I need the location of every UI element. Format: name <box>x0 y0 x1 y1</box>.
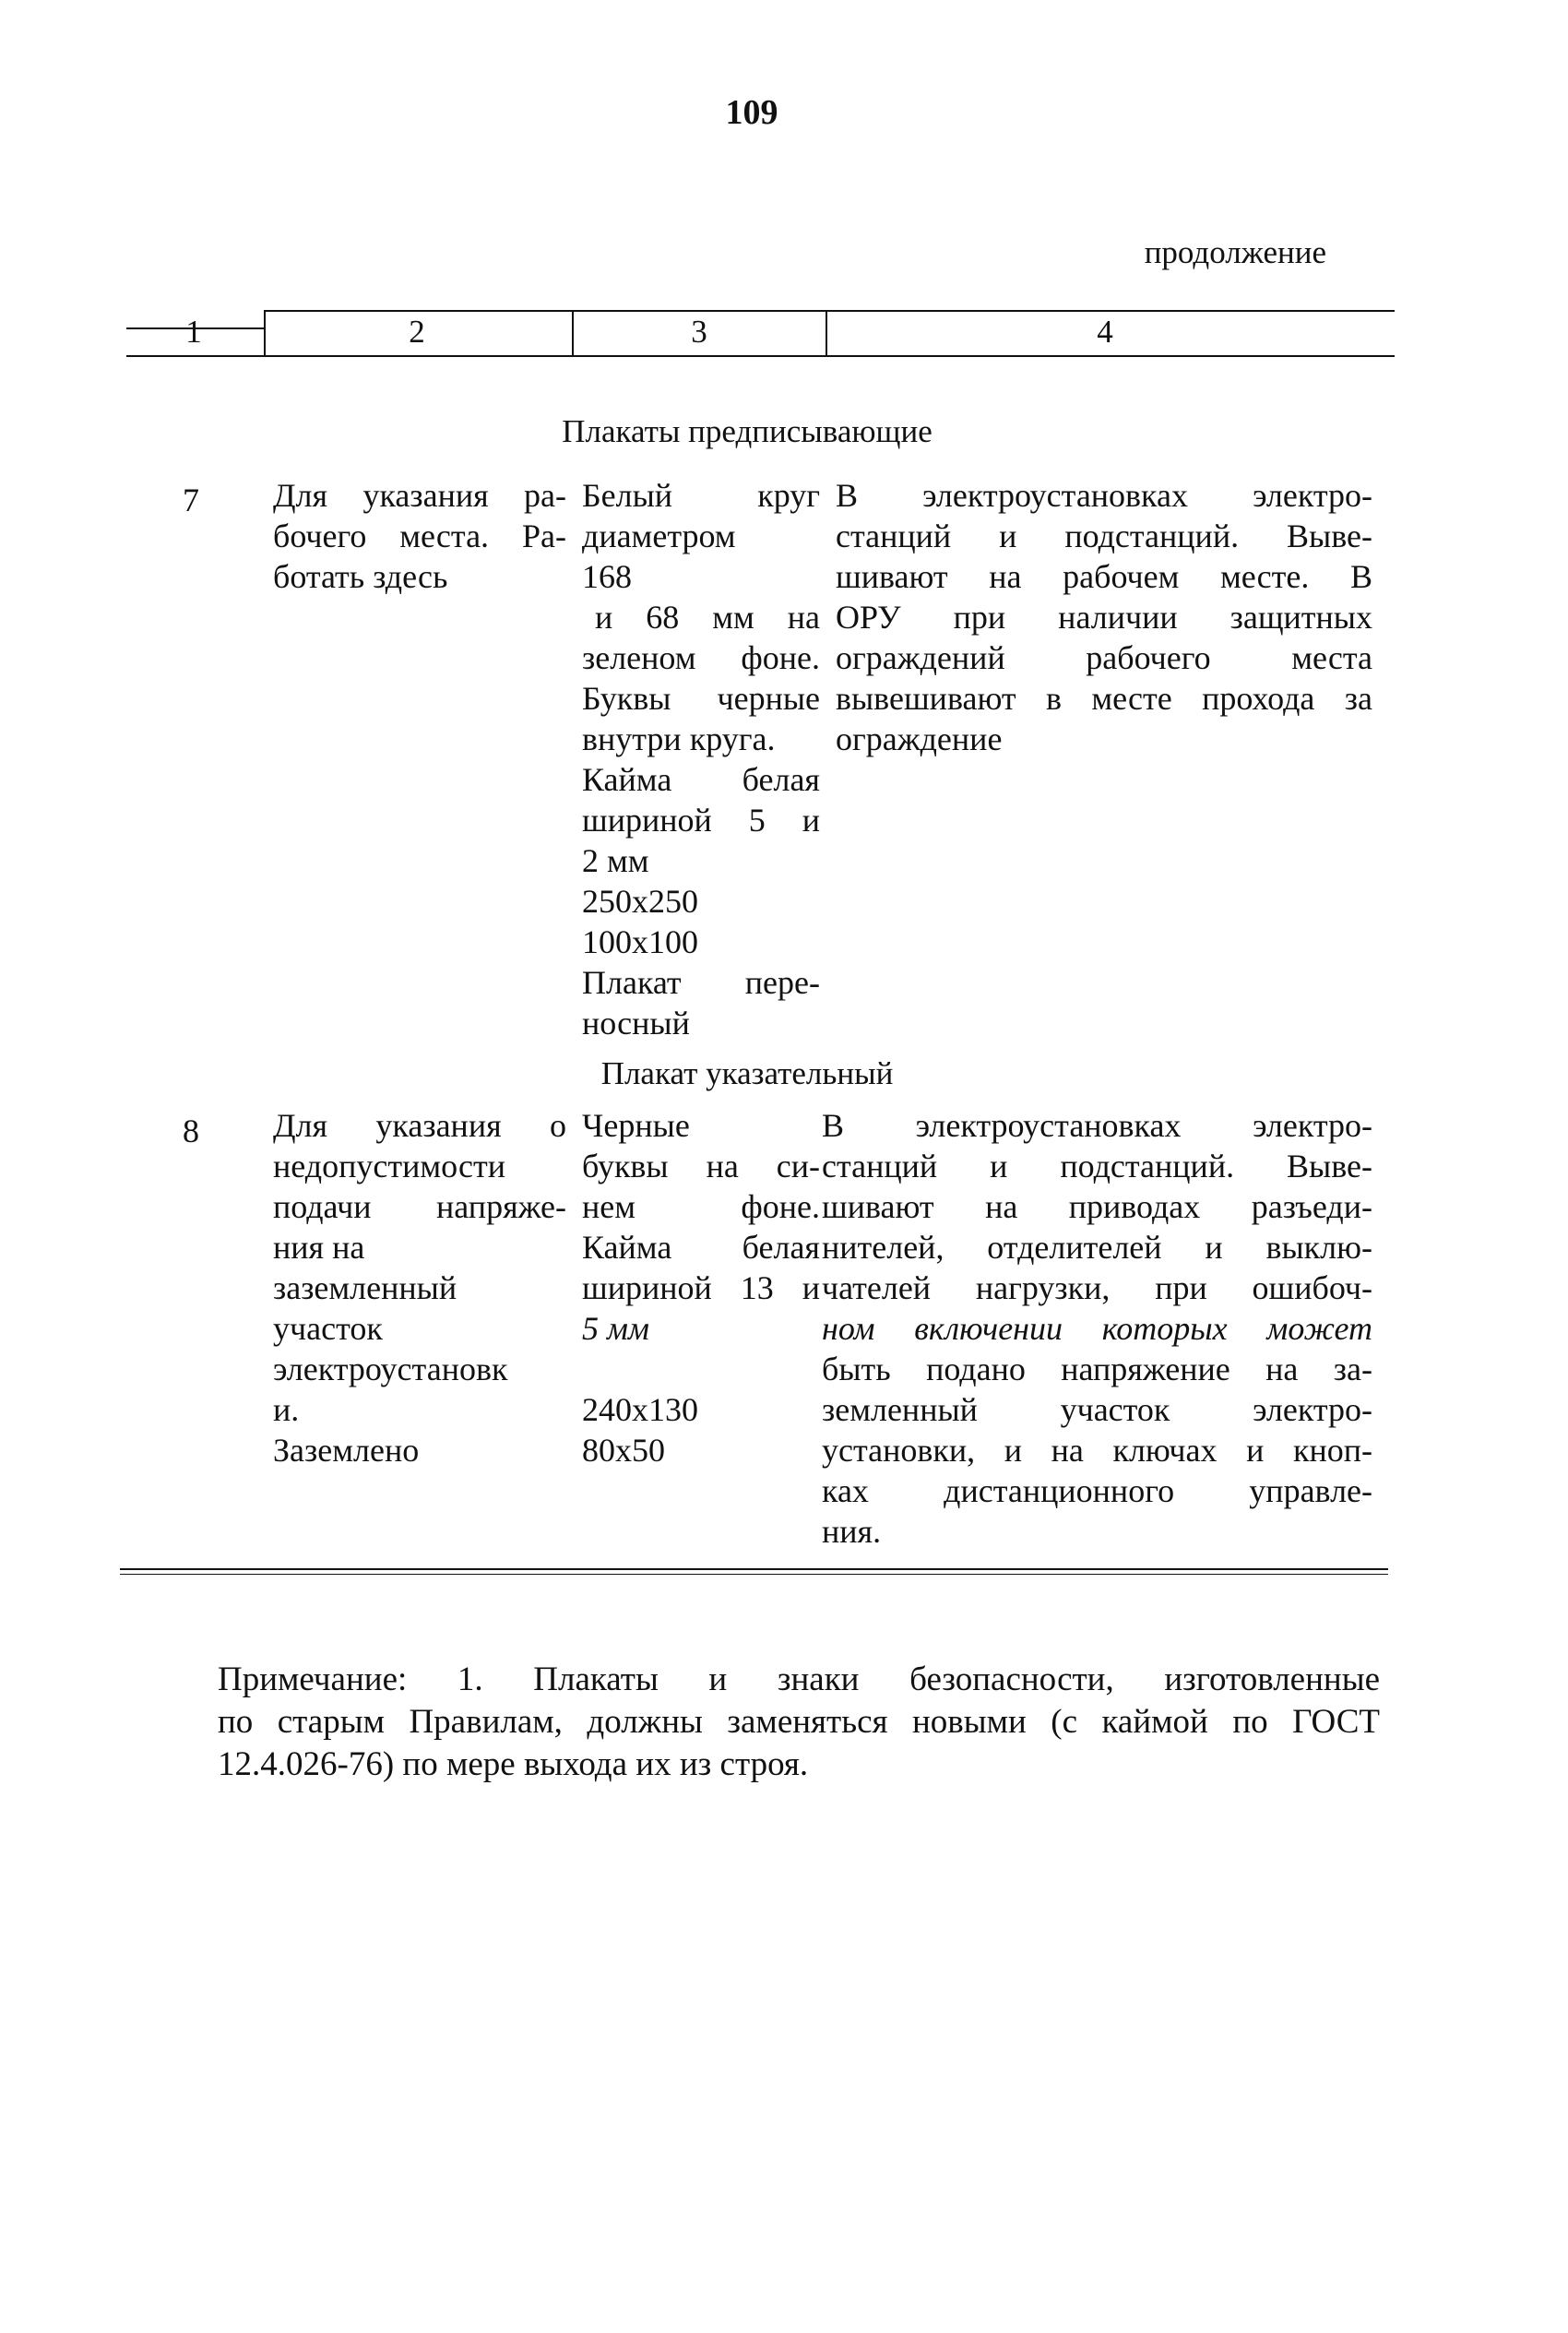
row-7-usage-line: В электроустановках электро- <box>836 477 1372 514</box>
section-title: Плакаты предписывающие <box>562 413 932 449</box>
row-7-description-line: Белый круг <box>582 477 820 514</box>
row-7-purpose <box>273 475 566 597</box>
row-8-usage-line: установки, и на ключах и кноп- <box>822 1432 1372 1469</box>
header-divider-3 <box>826 310 827 356</box>
header-divider-2 <box>572 310 574 356</box>
row-7-description-line: 168 <box>582 558 632 595</box>
row-8-purpose-line: ния на <box>273 1229 365 1266</box>
row-8-purpose-line: Заземлено <box>273 1432 420 1469</box>
row-8-purpose <box>273 1105 566 1470</box>
row-7-usage-line: шивают на рабочем месте. В <box>836 558 1372 595</box>
row-8-usage <box>822 1105 1372 1552</box>
table-bottom-rule <box>120 1574 1388 1575</box>
row-7-description-line: диаметром <box>582 518 736 554</box>
row-8-purpose-line: электроустановк <box>273 1351 508 1387</box>
table-bottom-rule <box>120 1568 1388 1570</box>
row-7-purpose-line: ботать здесь <box>273 558 448 595</box>
header-top-rule <box>264 310 1395 312</box>
continuation-label: продолжение <box>1144 234 1326 270</box>
row-8-usage-line: ния. <box>822 1513 882 1550</box>
row-7-description-line: шириной 5 и <box>582 802 820 839</box>
page-number: 109 <box>725 93 778 132</box>
row-7-description-line: внутри круга. <box>582 720 776 757</box>
footnote <box>218 1659 1380 1786</box>
row-7-usage-line: вывешивают в месте прохода за <box>836 680 1372 717</box>
row-7-description-line: и 68 мм на <box>595 599 820 636</box>
row-7-description-line: 100x100 <box>582 923 698 960</box>
footnote-line: Примечание: 1. Плакаты и знаки безопасности, изготовленные <box>218 1660 1380 1698</box>
row-number: 7 <box>183 482 199 518</box>
row-number: 8 <box>183 1113 199 1149</box>
row-8-usage-line: нителей, отделителей и выклю- <box>822 1229 1372 1266</box>
row-7-description-line: зеленом фоне. <box>582 639 820 676</box>
row-8-purpose-line: участок <box>273 1310 383 1347</box>
row-7-usage-line: станций и подстанций. Выве- <box>836 518 1372 554</box>
row-8-description-line: 240x130 <box>582 1391 698 1428</box>
header-col-2: 2 <box>409 314 425 350</box>
row-8-usage-line: земленный участок электро- <box>822 1391 1372 1428</box>
row-8-description-line: 5 мм <box>582 1310 649 1347</box>
footnote-line: 12.4.026-76) по мере выхода их из строя. <box>218 1745 809 1783</box>
row-7-description-line: Плакат пере- <box>582 964 820 1001</box>
row-8-description-line: 80x50 <box>582 1432 665 1469</box>
row-8-purpose-line: и. <box>273 1391 300 1428</box>
row-7-purpose-line: бочего места. Ра- <box>273 518 566 554</box>
row-7-usage <box>836 475 1372 759</box>
row-8-description-line: нем фоне. <box>582 1188 820 1225</box>
row-7-description <box>582 475 820 1043</box>
row-7-usage-line: ОРУ при наличии защитных <box>836 599 1372 636</box>
header-col-3: 3 <box>691 314 707 350</box>
row-8-usage-line: быть подано напряжение на за- <box>822 1351 1372 1387</box>
row-8-usage-line: станций и подстанций. Выве- <box>822 1148 1372 1184</box>
section-title: Плакат указательный <box>600 1055 894 1091</box>
row-8-usage-line: ках дистанционного управле- <box>822 1472 1372 1509</box>
row-7-description-line: 2 мм <box>582 842 649 879</box>
row-8-usage-line: В электроустановках электро- <box>822 1107 1372 1144</box>
header-divider-1 <box>264 310 266 356</box>
row-8-description-line: шириной 13 и <box>582 1269 820 1306</box>
row-7-description-line: носный <box>582 1005 690 1042</box>
row-8-description-line: Черные <box>582 1107 690 1144</box>
header-col-1: 1 <box>185 314 202 350</box>
row-7-usage-line: ограждений рабочего места <box>836 639 1372 676</box>
header-col-4: 4 <box>1097 314 1113 350</box>
row-8-description-line: Кайма белая <box>582 1229 820 1266</box>
row-7-description-line: 250x250 <box>582 883 698 920</box>
row-7-purpose-line: Для указания ра- <box>273 477 566 514</box>
row-8-description <box>582 1105 820 1470</box>
row-8-usage-line: ном включении которых может <box>822 1310 1372 1347</box>
row-8-usage-line: чателей нагрузки, при ошибоч- <box>822 1269 1372 1306</box>
row-8-usage-line: шивают на приводах разъеди- <box>822 1188 1372 1225</box>
row-8-description-line <box>582 1349 820 1389</box>
row-8-purpose-line: заземленный <box>273 1269 457 1306</box>
row-7-usage-line: ограждение <box>836 720 1003 757</box>
row-8-purpose-line: подачи напряже- <box>273 1188 566 1225</box>
row-8-purpose-line: Для указания о <box>273 1107 566 1144</box>
header-bottom-rule <box>126 355 1395 357</box>
footnote-line: по старым Правилам, должны заменяться новыми (с каймой по ГОСТ <box>218 1703 1380 1741</box>
row-8-description-line: буквы на си- <box>582 1148 820 1184</box>
row-7-description-line: Кайма белая <box>582 761 820 798</box>
row-7-description-line: Буквы черные <box>582 680 820 717</box>
row-8-purpose-line: недопустимости <box>273 1148 505 1184</box>
